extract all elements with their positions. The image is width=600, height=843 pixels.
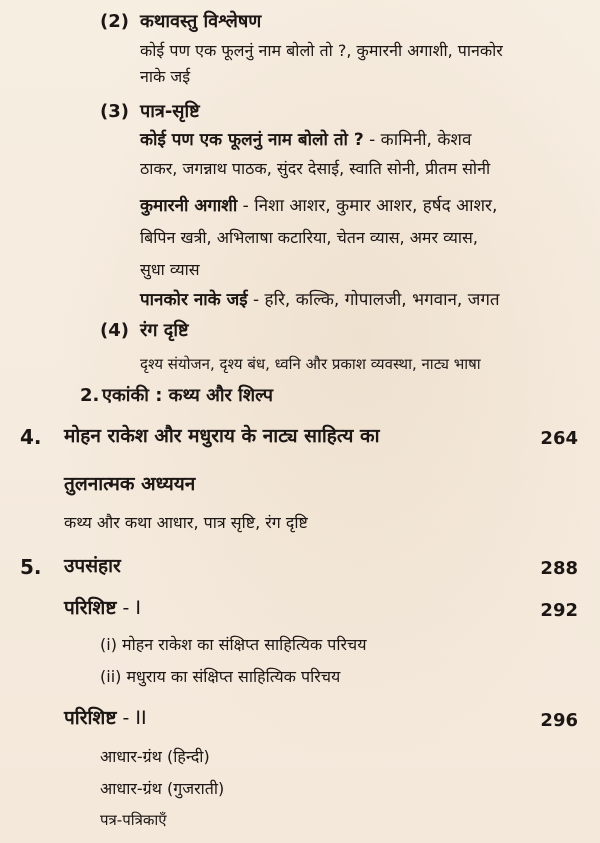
section-4-number: (4) (100, 320, 129, 341)
section-4-title: रंग दृष्टि (140, 320, 189, 341)
ekanki-title: एकांकी : कथ्य और शिल्प (102, 385, 274, 406)
chapter-4-title-line-2: तुलनात्मक अध्ययन (64, 473, 196, 495)
play-1-line (140, 131, 471, 151)
section-2-line-1: कोई पण एक फूलनुं नाम बोलो तो ?, कुमारनी अगाशी, पानकोर (140, 41, 503, 60)
play-3-title: पानकोर नाके जई (140, 290, 248, 310)
play-2-line (140, 197, 497, 217)
ekanki-number: 2. (80, 385, 100, 406)
appendix-1-item-1: (i) मोहन राकेश का संक्षिप्त साहित्यिक परिचय (100, 635, 367, 654)
appendix-2-heading (64, 708, 147, 730)
section-3-number: (3) (100, 101, 129, 122)
section-2-number: (2) (100, 11, 129, 32)
chapter-5-page: 288 (540, 558, 578, 579)
appendix-1-title: परिशिष्ट (64, 597, 117, 619)
play-2-characters-c: सुधा व्यास (140, 260, 200, 279)
chapter-4-number: 4. (20, 425, 42, 449)
section-4-line: दृश्य संयोजन, दृश्य बंध, ध्वनि और प्रकाश व्यवस्था, नाट्य भाषा (140, 355, 481, 373)
chapter-5-title: उपसंहार (64, 555, 121, 577)
appendix-2-page: 296 (540, 710, 578, 731)
appendix-2-item-2: आधार-ग्रंथ (गुजराती) (100, 779, 225, 798)
appendix-1-heading (64, 598, 141, 620)
play-1-characters-b: ठाकर, जगन्नाथ पाठक, सुंदर देसाई, स्वाति सोनी, प्रीतम सोनी (140, 159, 491, 178)
appendix-2-title: परिशिष्ट (64, 707, 117, 729)
chapter-4-title-line-1: मोहन राकेश और मधुराय के नाट्य साहित्य का (64, 425, 380, 447)
play-2-characters-a: - निशा आशर, कुमार आशर, हर्षद आशर, (237, 196, 498, 216)
play-2-characters-b: बिपिन खत्री, अभिलाषा कटारिया, चेतन व्यास, अमर व्यास, (140, 228, 478, 247)
appendix-2-item-1: आधार-ग्रंथ (हिन्दी) (100, 747, 210, 766)
section-2-title: कथावस्तु विश्लेषण (140, 11, 262, 32)
appendix-1-numeral: - I (116, 597, 141, 619)
section-3-title: पात्र-सृष्टि (140, 101, 200, 122)
play-3-line (140, 291, 500, 311)
play-3-characters: - हरि, कल्कि, गोपालजी, भगवान, जगत (247, 290, 500, 310)
chapter-4-subtopics: कथ्य और कथा आधार, पात्र सृष्टि, रंग दृष्टि (64, 513, 308, 532)
section-2-line-2: नाके जई (140, 67, 191, 86)
chapter-5-number: 5. (20, 555, 42, 579)
appendix-1-item-2: (ii) मधुराय का संक्षिप्त साहित्यिक परिचय (100, 667, 341, 686)
appendix-2-item-3: पत्र-पत्रिकाएँ (100, 811, 167, 829)
chapter-4-page: 264 (540, 428, 578, 449)
appendix-1-page: 292 (540, 600, 578, 621)
play-2-title: कुमारनी अगाशी (140, 196, 238, 216)
play-1-title: कोई पण एक फूलनुं नाम बोलो तो ? (140, 130, 364, 150)
appendix-2-numeral: - II (116, 707, 147, 729)
play-1-characters-a: - कामिनी, केशव (363, 130, 472, 150)
